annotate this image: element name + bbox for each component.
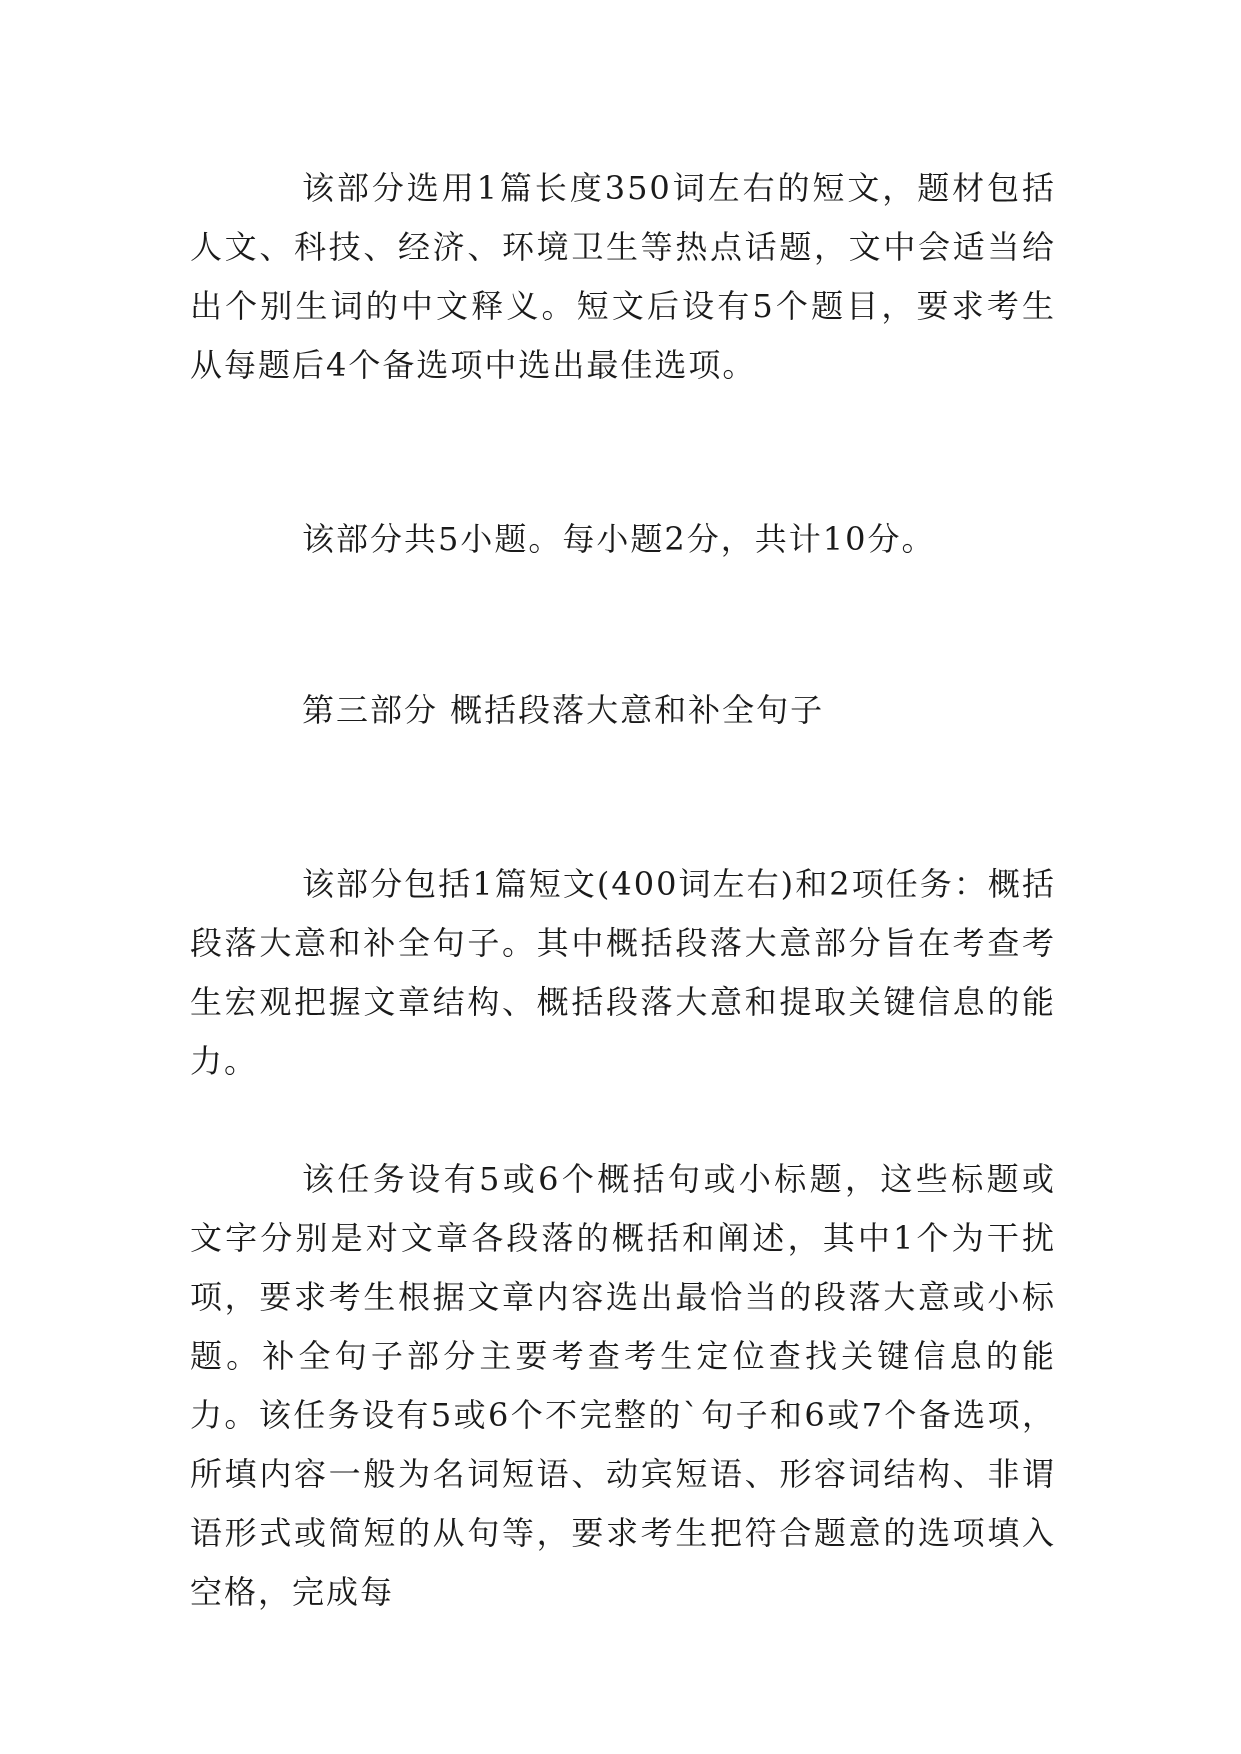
part-three-task-description: 该任务设有5或6个概括句或小标题，这些标题或文字分别是对文章各段落的概括和阐述，其中1个为干扰项，要求考生根据文章内容选出最恰当的段落大意或小标题。补全句子部分主要考查考生定位查找关键信息的能力。该任务设有5或6个不完整的`句子和6或7个备选项，所填内容一般为名词短语、动宾短语、形容词结构、非谓语形式或简短的从句等，要求考生把符合题意的选项填入空格，完成每 [190,1160,1056,1611]
part-three-heading: 第三部分 概括段落大意和补全句子 [302,691,825,729]
reading-section-description: 该部分选用1篇长度350词左右的短文，题材包括人文、科技、经济、环境卫生等热点话题，文中会适当给出个别生词的中文释义。短文后设有5个题目，要求考生从每题后4个备选项中选出最佳选项。 [190,169,1056,384]
reading-section-scoring: 该部分共5小题。每小题2分，共计10分。 [302,520,936,558]
part-three-description: 该部分包括1篇短文(400词左右)和2项任务：概括段落大意和补全句子。其中概括段落大意部分旨在考查考生宏观把握文章结构、概括段落大意和提取关键信息的能力。 [190,865,1056,1080]
